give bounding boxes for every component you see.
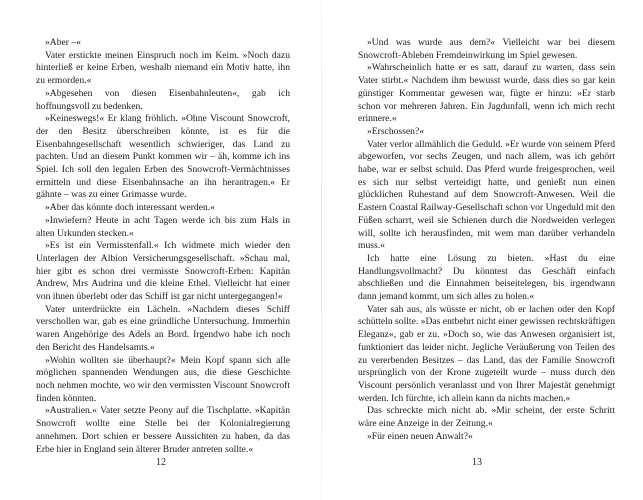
left-page [0,0,321,500]
paragraph: Das schreckte mich nicht ab. »Mir scheint, der erste Schritt wäre eine Anzeige in der Zeitung.« [358,405,615,430]
paragraph: »Es ist ein Vermisstenfall.« Ich widmete mich wieder den Unterlagen der Albion Versicherungsgesellschaft. »Schau mal, hier gibt es schon drei vermisste Snowcroft-Erben: Kapitän Andrew, Mrs Audrina und die kleine Ethel. Vielleicht hat einer von ihnen überlebt oder das Schiff ist gar nicht untergegangen!« [36,240,290,303]
paragraph: »Aber das könnte doch interessant werden.« [45,202,215,214]
paragraph: »Abgesehen von diesen Eisenbahnleuten«, gab ich hoffnungsvoll zu bedenken. [36,87,290,112]
right-page-text [358,37,615,444]
paragraph: Vater erstickte meinen Einspruch noch im Keim. »Noch dazu hinterließ er keine Erben, weshalb niemand ein Motiv hatte, ihn zu ermorden.« [36,49,290,87]
paragraph: »Und was wurde aus dem?« Vielleicht war bei diesem Snowcroft-Ableben Fremdeinwirkung im Spiel gewesen. [358,37,615,61]
paragraph: »Aber –« [45,37,81,48]
paragraph: Vater verlor allmählich die Geduld. »Er wurde von seinem Pferd abgeworfen, vor sechs Zeugen, und nach allem, was ich gehört habe, war er selbst schuld. Das Pferd wurde freigesprochen, weil es sich nur selbst verteidigt hatte, und genießt nun einen glücklichen Ruhestand auf dem Snowcroft-Anwesen. Weil die Eastern Coastal Railway-Gesellschaft schon vor Ungeduld mit den Füßen scharrt, weil sie Schienen durch die Nordweiden verlegen will, sollte ich herausfinden, mit wem man darüber verhandeln muss.« [358,138,615,252]
paragraph: »Für einen neuen Anwalt?« [367,430,473,442]
paragraph: Ich hatte eine Lösung zu bieten. »Hast du eine Handlungsvollmacht? Du könntest das Geschäft einfach abschließen und die Einnahmen beiseitelegen, bis irgendwann dann jemand kommt, um sich alles zu holen.« [358,252,615,303]
paragraph: »Erschossen?« [367,125,425,137]
paragraph: Vater unterdrückte ein Lächeln. »Nachdem dieses Schiff verschollen war, gab es eine gründliche Untersuchung. Immerhin waren Angehörige des Adels an Bord. Irgendwo habe ich noch den Bericht des Handelsamts.« [36,303,290,353]
paragraph: »Inwiefern? Heute in acht Tagen werde ich bis zum Hals in alten Urkunden stecken.« [36,214,290,239]
paragraph: »Wohin wollten sie überhaupt?« Mein Kopf spann sich alle möglichen spannenden Wendungen aus, die diese Geschichte noch nehmen mochte, wo wir den vermissten Viscount Snowcroft finden könnten. [36,354,290,404]
paragraph: »Australien.« Vater setzte Peony auf die Tischplatte. »Kapitän Snowcroft wollte eine Stelle bei der Kolonialregierung annehmen. Dort schien er bessere Aussichten zu haben, da das Erbe hier in England sein älterer Bruder antreten sollte.« [36,405,290,455]
paragraph: »Keineswegs!« Er klang fröhlich. »Ohne Viscount Snowcroft, der den Besitz überschreiben könnte, ist es für die Eisenbahngesellschaft wesentlich schwieriger, das Land zu pachten. Und an diesem Punkt kommen wir – äh, komme ich ins Spiel. Ich soll den legalen Erben des Snowcroft-Vermächtnisses ermitteln und diese Eisenbahnsache an ihn herantragen.« Er gähnte – was zu einer Grimasse wurde. [36,113,290,201]
left-page-text [36,37,290,456]
page-number: 13 [472,457,482,468]
right-page [322,0,643,500]
paragraph: »Wahrscheinlich hatte er es satt, darauf zu warten, dass sein Vater stirbt.« Nachdem ihm bewusst wurde, dass dies so gar kein günstiger Kommentar gewesen war, fügte er hinzu: »Er starb schon vor mehreren Jahren. Ein Jagdunfall, wenn ich mich recht erinnere.« [358,62,615,125]
paragraph: Vater sah aus, als wüsste er nicht, ob er lachen oder den Kopf schütteln sollte. »Das entbehrt nicht einer gewissen rechtskräftigen Eleganz«, gab er zu. »Doch so, wie das Anwesen organisiert ist, funktioniert das leider nicht. Jegliche Veräußerung von Teilen des zu vererbenden Besitzes – das Land, das der Familie Snowcroft ursprünglich von der Krone zugeteilt wurde – muss durch den Viscount persönlich veranlasst und von Ihrer Majestät genehmigt werden. Ich fürchte, ich allein kann da nichts machen.« [358,303,615,404]
page-number: 12 [156,457,166,468]
